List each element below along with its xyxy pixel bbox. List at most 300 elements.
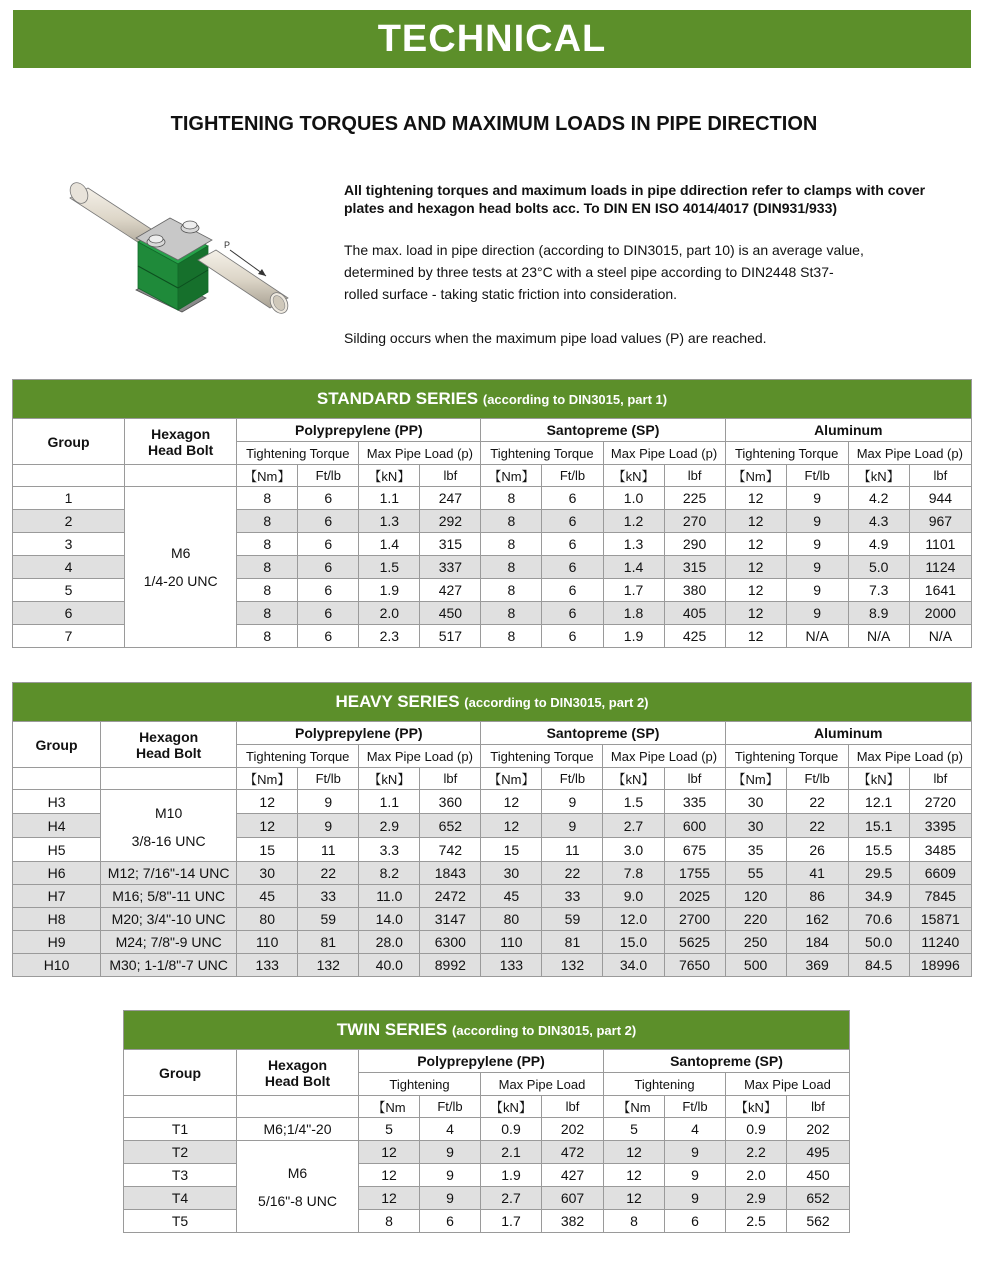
value-cell: 562 <box>787 1210 850 1233</box>
value-cell: 247 <box>420 487 481 510</box>
value-cell: 9 <box>665 1164 726 1187</box>
value-cell: 11 <box>298 838 359 862</box>
value-cell: 8 <box>481 533 542 556</box>
bolt-header: Hexagon Head Bolt <box>125 419 237 465</box>
group-cell: 1 <box>13 487 125 510</box>
value-cell: 133 <box>237 954 298 977</box>
value-cell: 15.1 <box>848 814 909 838</box>
value-cell: 944 <box>909 487 971 510</box>
group-cell: T4 <box>124 1187 237 1210</box>
unit-kn: 【kN】 <box>848 768 909 790</box>
value-cell: 28.0 <box>359 931 420 954</box>
value-cell: 12 <box>359 1187 420 1210</box>
value-cell: 6 <box>542 510 603 533</box>
value-cell: 9 <box>542 790 603 814</box>
value-cell: 1.9 <box>481 1164 542 1187</box>
value-cell: 50.0 <box>848 931 909 954</box>
value-cell: 34.0 <box>603 954 664 977</box>
unit-lbf: lbf <box>420 768 481 790</box>
mpl-header: Max Pipe Load <box>481 1073 604 1096</box>
table-row <box>124 1118 850 1141</box>
value-cell: 1.7 <box>603 579 664 602</box>
value-cell: 0.9 <box>726 1118 787 1141</box>
group-cell: 5 <box>13 579 125 602</box>
value-cell: 12 <box>481 790 542 814</box>
value-cell: 35 <box>725 838 786 862</box>
value-cell: 1755 <box>664 862 725 885</box>
value-cell: 6 <box>542 602 603 625</box>
unit-ftlb: Ft/lb <box>665 1096 726 1118</box>
unit-lbf: lbf <box>420 465 481 487</box>
table-row <box>13 885 972 908</box>
tt-header: Tightening Torque <box>237 442 359 465</box>
group-cell: 4 <box>13 556 125 579</box>
value-cell: 9 <box>786 579 848 602</box>
value-cell: 18996 <box>909 954 971 977</box>
value-cell: 8 <box>237 579 298 602</box>
bolt-cell <box>125 487 237 648</box>
al-header: Aluminum <box>725 722 971 745</box>
bolt-thread: 1/4-20 UNC <box>143 573 218 589</box>
mpl-header: Max Pipe Load (p) <box>359 442 481 465</box>
load-direction-label: P <box>224 240 231 250</box>
value-cell: 12 <box>604 1164 665 1187</box>
value-cell: 8 <box>481 625 542 648</box>
value-cell: 6609 <box>909 862 971 885</box>
value-cell: 22 <box>542 862 603 885</box>
sp-header: Santopreme (SP) <box>481 419 725 442</box>
unit-lbf: lbf <box>664 768 725 790</box>
value-cell: 607 <box>542 1187 604 1210</box>
sp-header: Santopreme (SP) <box>604 1050 850 1073</box>
value-cell: 40.0 <box>359 954 420 977</box>
value-cell: 2.0 <box>359 602 420 625</box>
unit-kn: 【kN】 <box>359 465 420 487</box>
twin-series-table <box>123 1010 850 1233</box>
value-cell: 8 <box>237 625 298 648</box>
table-row <box>13 931 972 954</box>
value-cell: 6 <box>298 533 359 556</box>
value-cell: 22 <box>786 814 848 838</box>
bolt-cell: M30; 1-1/8"-7 UNC <box>101 954 237 977</box>
unit-nm: 【Nm】 <box>237 768 298 790</box>
unit-blank <box>125 465 237 487</box>
value-cell: 6 <box>298 579 359 602</box>
table-row <box>13 954 972 977</box>
value-cell: 2.0 <box>726 1164 787 1187</box>
value-cell: 8 <box>604 1210 665 1233</box>
value-cell: 6300 <box>420 931 481 954</box>
pp-header: Polyprepylene (PP) <box>237 419 481 442</box>
bolt-size: M6 <box>287 1164 308 1181</box>
value-cell: 1124 <box>909 556 971 579</box>
value-cell: N/A <box>786 625 848 648</box>
bolt-cell: M6;1/4"-20 <box>237 1118 359 1141</box>
unit-nm: 【Nm <box>359 1096 420 1118</box>
value-cell: 3485 <box>909 838 971 862</box>
unit-lbf: lbf <box>542 1096 604 1118</box>
bolt-cell: M24; 7/8"-9 UNC <box>101 931 237 954</box>
value-cell: 3.3 <box>359 838 420 862</box>
value-cell: 45 <box>237 885 298 908</box>
value-cell: 15871 <box>909 908 971 931</box>
value-cell: 495 <box>787 1141 850 1164</box>
value-cell: 3.0 <box>603 838 664 862</box>
value-cell: 742 <box>420 838 481 862</box>
unit-nm: 【Nm <box>604 1096 665 1118</box>
value-cell: 11 <box>542 838 603 862</box>
table-row <box>124 1164 850 1187</box>
value-cell: 22 <box>298 862 359 885</box>
value-cell: 8 <box>481 579 542 602</box>
value-cell: 427 <box>420 579 481 602</box>
value-cell: 30 <box>237 862 298 885</box>
value-cell: 12 <box>604 1141 665 1164</box>
twin-series-title: TWIN SERIES (according to DIN3015, part 2) <box>124 1011 850 1050</box>
value-cell: 2700 <box>664 908 725 931</box>
bolt-cell: M16; 5/8"-11 UNC <box>101 885 237 908</box>
tt-header: Tightening Torque <box>237 745 359 768</box>
value-cell: 2720 <box>909 790 971 814</box>
al-header: Aluminum <box>725 419 971 442</box>
value-cell: 2.9 <box>359 814 420 838</box>
unit-ftlb: Ft/lb <box>786 768 848 790</box>
value-cell: 1.4 <box>603 556 664 579</box>
intro-bold-text: All tightening torques and maximum loads in pipe ddirection refer to clamps with cover plates and hexagon head bolts acc. To DIN EN ISO 4014/4017 (DIN931/933) <box>344 182 926 216</box>
value-cell: 2.2 <box>726 1141 787 1164</box>
unit-nm: 【Nm】 <box>237 465 298 487</box>
value-cell: 12 <box>481 814 542 838</box>
unit-kn: 【kN】 <box>603 768 664 790</box>
value-cell: 84.5 <box>848 954 909 977</box>
value-cell: 7.3 <box>848 579 909 602</box>
value-cell: 22 <box>786 790 848 814</box>
value-cell: 11240 <box>909 931 971 954</box>
value-cell: 33 <box>542 885 603 908</box>
value-cell: 0.9 <box>481 1118 542 1141</box>
value-cell: 8 <box>237 556 298 579</box>
unit-kn: 【kN】 <box>359 768 420 790</box>
table-row <box>13 487 972 510</box>
pipe-clamp-illustration <box>58 180 298 340</box>
value-cell: 12 <box>359 1141 420 1164</box>
value-cell: 1.4 <box>359 533 420 556</box>
value-cell: 9 <box>420 1187 481 1210</box>
value-cell: 59 <box>298 908 359 931</box>
unit-kn: 【kN】 <box>603 465 664 487</box>
value-cell: 80 <box>481 908 542 931</box>
table-row <box>124 1187 850 1210</box>
group-header: Group <box>124 1050 237 1096</box>
unit-lbf: lbf <box>787 1096 850 1118</box>
value-cell: 162 <box>786 908 848 931</box>
unit-kn: 【kN】 <box>481 1096 542 1118</box>
value-cell: 1641 <box>909 579 971 602</box>
unit-nm: 【Nm】 <box>481 465 542 487</box>
bolt-thread: 5/16"-8 UNC <box>258 1192 337 1209</box>
unit-ftlb: Ft/lb <box>420 1096 481 1118</box>
value-cell: 7.8 <box>603 862 664 885</box>
group-cell: T3 <box>124 1164 237 1187</box>
unit-kn: 【kN】 <box>848 465 909 487</box>
value-cell: 6 <box>298 625 359 648</box>
value-cell: 14.0 <box>359 908 420 931</box>
table-row <box>13 790 972 814</box>
tt-header: Tightening Torque <box>725 442 848 465</box>
value-cell: 7845 <box>909 885 971 908</box>
value-cell: 250 <box>725 931 786 954</box>
value-cell: 184 <box>786 931 848 954</box>
value-cell: 1.1 <box>359 487 420 510</box>
value-cell: 292 <box>420 510 481 533</box>
value-cell: 5.0 <box>848 556 909 579</box>
value-cell: 30 <box>725 814 786 838</box>
unit-ftlb: Ft/lb <box>298 465 359 487</box>
value-cell: 8992 <box>420 954 481 977</box>
tight-header: Tightening <box>359 1073 481 1096</box>
intro-line-1: The max. load in pipe direction (according to DIN3015, part 10) is an average value, <box>344 242 864 258</box>
group-cell: H8 <box>13 908 101 931</box>
value-cell: 8 <box>237 487 298 510</box>
unit-lbf: lbf <box>664 465 725 487</box>
value-cell: 120 <box>725 885 786 908</box>
value-cell: 450 <box>420 602 481 625</box>
group-cell: H5 <box>13 838 101 862</box>
value-cell: 2.5 <box>726 1210 787 1233</box>
value-cell: 425 <box>664 625 725 648</box>
unit-nm: 【Nm】 <box>725 768 786 790</box>
value-cell: 9 <box>786 510 848 533</box>
value-cell: 1.9 <box>603 625 664 648</box>
value-cell: 5 <box>359 1118 420 1141</box>
value-cell: 7650 <box>664 954 725 977</box>
group-cell: H9 <box>13 931 101 954</box>
value-cell: 8.9 <box>848 602 909 625</box>
sp-header: Santopreme (SP) <box>481 722 725 745</box>
group-cell: 3 <box>13 533 125 556</box>
unit-blank <box>13 465 125 487</box>
unit-nm: 【Nm】 <box>725 465 786 487</box>
tt-header: Tightening Torque <box>481 442 603 465</box>
value-cell: 225 <box>664 487 725 510</box>
group-cell: H4 <box>13 814 101 838</box>
value-cell: N/A <box>909 625 971 648</box>
value-cell: 6 <box>542 625 603 648</box>
table-row <box>13 862 972 885</box>
bolt-size: M6 <box>170 545 191 561</box>
value-cell: 59 <box>542 908 603 931</box>
value-cell: 3395 <box>909 814 971 838</box>
unit-ftlb: Ft/lb <box>786 465 848 487</box>
value-cell: 1.9 <box>359 579 420 602</box>
value-cell: 9 <box>298 814 359 838</box>
value-cell: 81 <box>298 931 359 954</box>
value-cell: 30 <box>481 862 542 885</box>
value-cell: 30 <box>725 790 786 814</box>
table-row <box>13 908 972 931</box>
value-cell: 2.7 <box>603 814 664 838</box>
value-cell: 9 <box>786 487 848 510</box>
value-cell: 70.6 <box>848 908 909 931</box>
value-cell: 380 <box>664 579 725 602</box>
value-cell: 12 <box>237 814 298 838</box>
value-cell: 270 <box>664 510 725 533</box>
value-cell: 41 <box>786 862 848 885</box>
value-cell: 2.1 <box>481 1141 542 1164</box>
intro-paragraph-2: Silding occurs when the maximum pipe load values (P) are reached. <box>344 330 767 346</box>
value-cell: 11.0 <box>359 885 420 908</box>
bolt-size: M10 <box>155 804 183 821</box>
standard-series-title: STANDARD SERIES (according to DIN3015, part 1) <box>13 380 972 419</box>
value-cell: 675 <box>664 838 725 862</box>
value-cell: 9 <box>420 1164 481 1187</box>
unit-ftlb: Ft/lb <box>542 465 603 487</box>
value-cell: 1.5 <box>359 556 420 579</box>
value-cell: 8 <box>237 510 298 533</box>
standard-series-table <box>12 379 972 648</box>
value-cell: 12 <box>359 1164 420 1187</box>
value-cell: 12 <box>725 533 786 556</box>
value-cell: 9 <box>786 602 848 625</box>
value-cell: 15 <box>237 838 298 862</box>
value-cell: 335 <box>664 790 725 814</box>
tight-header: Tightening <box>604 1073 726 1096</box>
value-cell: 2.9 <box>726 1187 787 1210</box>
value-cell: 1.8 <box>603 602 664 625</box>
value-cell: 6 <box>298 602 359 625</box>
value-cell: 81 <box>542 931 603 954</box>
value-cell: 6 <box>665 1210 726 1233</box>
value-cell: 1101 <box>909 533 971 556</box>
value-cell: 133 <box>481 954 542 977</box>
tt-header: Tightening Torque <box>725 745 848 768</box>
bolt-cell: M20; 3/4"-10 UNC <box>101 908 237 931</box>
value-cell: 427 <box>542 1164 604 1187</box>
value-cell: 8 <box>481 556 542 579</box>
value-cell: 4.2 <box>848 487 909 510</box>
value-cell: 12.0 <box>603 908 664 931</box>
value-cell: 652 <box>420 814 481 838</box>
value-cell: 9 <box>298 790 359 814</box>
value-cell: 6 <box>542 487 603 510</box>
value-cell: 202 <box>542 1118 604 1141</box>
mpl-header: Max Pipe Load (p) <box>359 745 481 768</box>
value-cell: 15.5 <box>848 838 909 862</box>
group-cell: H7 <box>13 885 101 908</box>
value-cell: 33 <box>298 885 359 908</box>
group-cell: T1 <box>124 1118 237 1141</box>
value-cell: 9 <box>786 556 848 579</box>
value-cell: 9 <box>665 1187 726 1210</box>
value-cell: 1.5 <box>603 790 664 814</box>
pp-header: Polyprepylene (PP) <box>237 722 481 745</box>
bolt-cell <box>237 1141 359 1233</box>
value-cell: 6 <box>542 533 603 556</box>
value-cell: 337 <box>420 556 481 579</box>
value-cell: 2.7 <box>481 1187 542 1210</box>
table-row <box>124 1141 850 1164</box>
unit-nm: 【Nm】 <box>481 768 542 790</box>
value-cell: 1.3 <box>359 510 420 533</box>
value-cell: 4.3 <box>848 510 909 533</box>
value-cell: 6 <box>542 579 603 602</box>
value-cell: 1.0 <box>603 487 664 510</box>
page-banner: TECHNICAL <box>13 10 971 68</box>
value-cell: 1.2 <box>603 510 664 533</box>
value-cell: 369 <box>786 954 848 977</box>
value-cell: 132 <box>542 954 603 977</box>
unit-lbf: lbf <box>909 768 971 790</box>
value-cell: 8 <box>481 602 542 625</box>
page-subtitle: TIGHTENING TORQUES AND MAXIMUM LOADS IN PIPE DIRECTION <box>170 113 818 135</box>
value-cell: 315 <box>420 533 481 556</box>
value-cell: 80 <box>237 908 298 931</box>
value-cell: 55 <box>725 862 786 885</box>
group-cell: T5 <box>124 1210 237 1233</box>
value-cell: 1.1 <box>359 790 420 814</box>
value-cell: 360 <box>420 790 481 814</box>
value-cell: 8 <box>481 487 542 510</box>
value-cell: 8 <box>359 1210 420 1233</box>
value-cell: 8 <box>237 533 298 556</box>
unit-lbf: lbf <box>909 465 971 487</box>
value-cell: 26 <box>786 838 848 862</box>
value-cell: 472 <box>542 1141 604 1164</box>
value-cell: 12 <box>237 790 298 814</box>
value-cell: 12 <box>725 510 786 533</box>
unit-blank <box>124 1096 237 1118</box>
value-cell: 2472 <box>420 885 481 908</box>
group-cell: H6 <box>13 862 101 885</box>
intro-line-2: determined by three tests at 23°C with a steel pipe according to DIN2448 St37- <box>344 264 834 280</box>
tt-header: Tightening Torque <box>481 745 603 768</box>
value-cell: 12 <box>725 579 786 602</box>
group-header: Group <box>13 722 101 768</box>
mpl-header: Max Pipe Load (p) <box>848 745 971 768</box>
value-cell: 12 <box>725 556 786 579</box>
value-cell: 405 <box>664 602 725 625</box>
mpl-header: Max Pipe Load (p) <box>848 442 971 465</box>
value-cell: 4 <box>420 1118 481 1141</box>
value-cell: 2025 <box>664 885 725 908</box>
pp-header: Polyprepylene (PP) <box>359 1050 604 1073</box>
group-cell: 7 <box>13 625 125 648</box>
bolt-cell: M12; 7/16"-14 UNC <box>101 862 237 885</box>
value-cell: N/A <box>848 625 909 648</box>
heavy-series-table <box>12 682 972 977</box>
value-cell: 5625 <box>664 931 725 954</box>
group-header: Group <box>13 419 125 465</box>
value-cell: 34.9 <box>848 885 909 908</box>
value-cell: 652 <box>787 1187 850 1210</box>
bolt-header: Hexagon Head Bolt <box>237 1050 359 1096</box>
group-cell: T2 <box>124 1141 237 1164</box>
mpl-header: Max Pipe Load <box>726 1073 850 1096</box>
value-cell: 6 <box>298 556 359 579</box>
value-cell: 9 <box>542 814 603 838</box>
value-cell: 3147 <box>420 908 481 931</box>
value-cell: 8 <box>237 602 298 625</box>
value-cell: 8 <box>481 510 542 533</box>
group-cell: 6 <box>13 602 125 625</box>
value-cell: 12 <box>604 1187 665 1210</box>
value-cell: 382 <box>542 1210 604 1233</box>
value-cell: 6 <box>298 487 359 510</box>
value-cell: 45 <box>481 885 542 908</box>
mpl-header: Max Pipe Load (p) <box>603 442 725 465</box>
value-cell: 4 <box>665 1118 726 1141</box>
value-cell: 6 <box>298 510 359 533</box>
